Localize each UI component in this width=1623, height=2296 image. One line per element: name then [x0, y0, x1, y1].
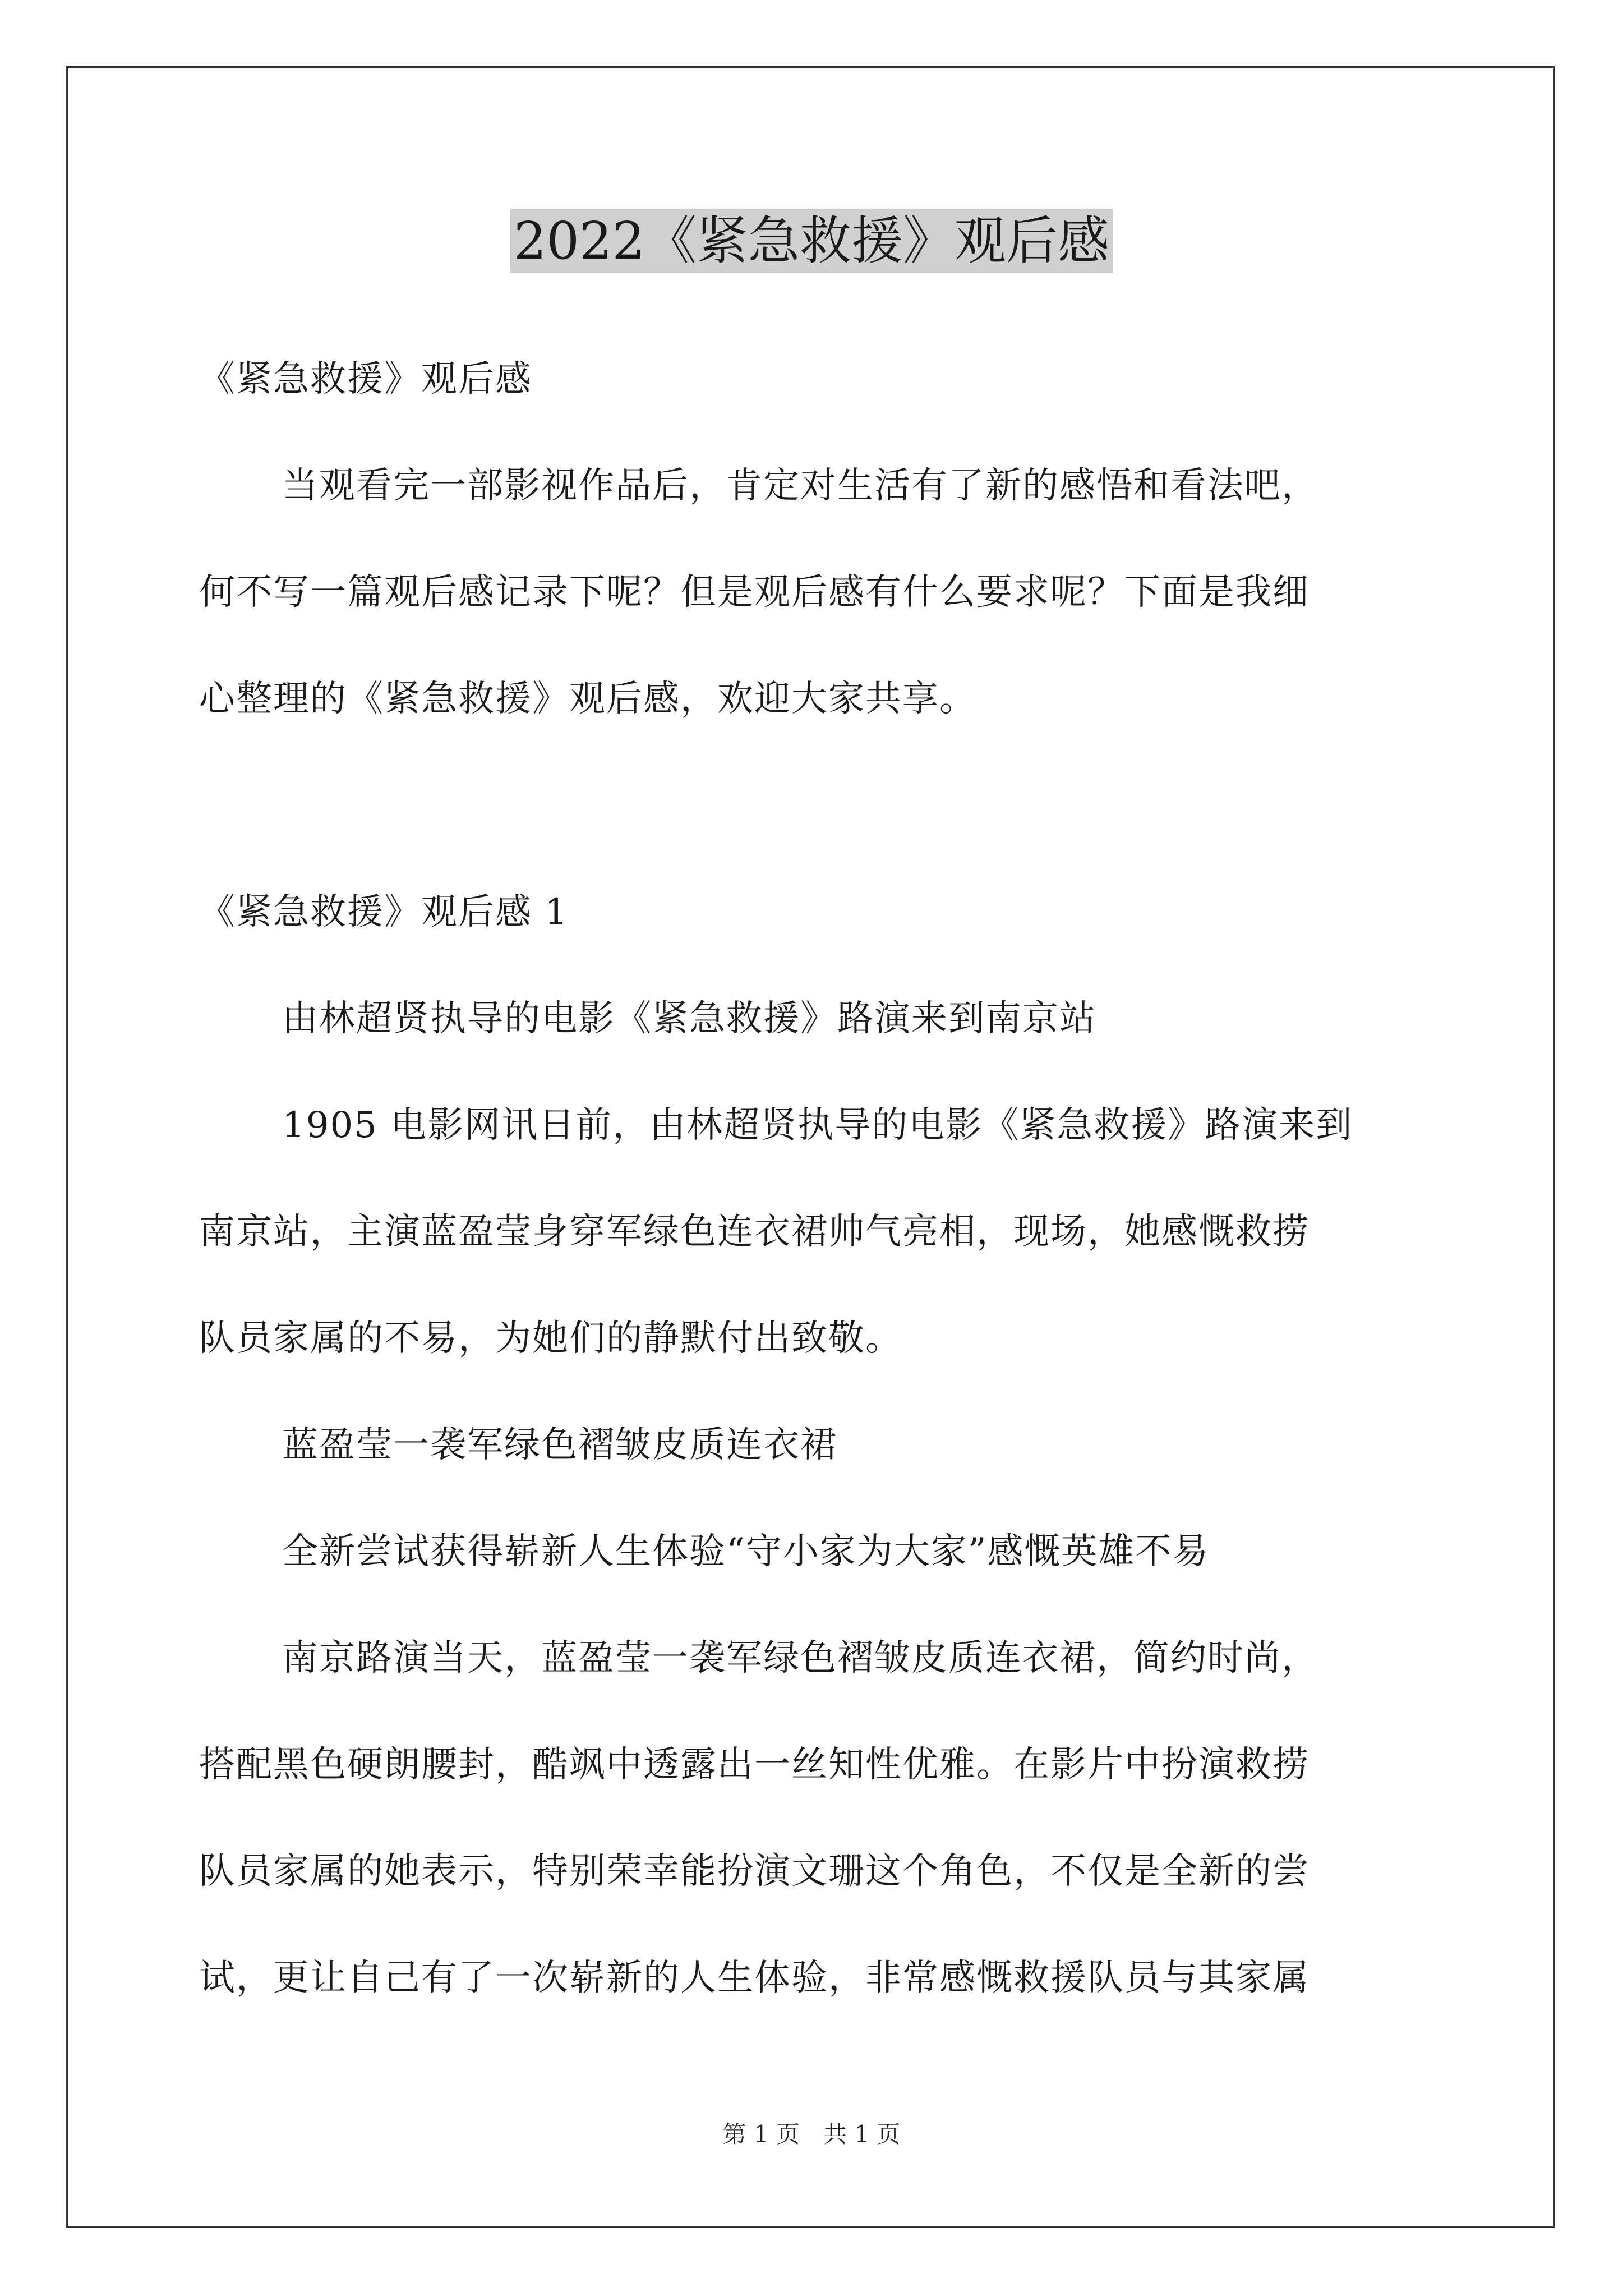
document-title [0, 202, 1623, 280]
paragraph-line: 蓝盈莹一袭军绿色褶皱皮质连衣裙 [282, 1424, 837, 1466]
intro-line-2: 何不写一篇观后感记录下呢？但是观后感有什么要求呢？下面是我细 [199, 572, 1310, 613]
paragraph-line: 1905 电影网讯日前，由林超贤执导的电影《紧急救援》路演来到 [282, 1105, 1353, 1146]
paragraph-line: 搭配黑色硬朗腰封，酷飒中透露出一丝知性优雅。在影片中扮演救捞 [199, 1744, 1310, 1786]
paragraph-line: 试，更让自己有了一次崭新的人生体验，非常感慨救援队员与其家属 [199, 1957, 1310, 1999]
paragraph-line: 南京站，主演蓝盈莹身穿军绿色连衣裙帅气亮相，现场，她感慨救捞 [199, 1211, 1310, 1253]
intro-line-3: 心整理的《紧急救援》观后感，欢迎大家共享。 [199, 678, 976, 720]
paragraph-line: 全新尝试获得崭新人生体验“守小家为大家”感慨英雄不易 [282, 1531, 1210, 1572]
paragraph-line: 南京路演当天，蓝盈莹一袭军绿色褶皱皮质连衣裙，简约时尚， [282, 1637, 1318, 1679]
page-footer: 第 1 页 共 1 页 [722, 2120, 901, 2148]
paragraph-line: 队员家属的她表示，特别荣幸能扮演文珊这个角色，不仅是全新的尝 [199, 1851, 1310, 1892]
document-subtitle: 《紧急救援》观后感 [199, 358, 532, 400]
intro-line-1: 当观看完一部影视作品后，肯定对生活有了新的感悟和看法吧， [282, 465, 1318, 507]
paragraph-line: 由林超贤执导的电影《紧急救援》路演来到南京站 [282, 998, 1096, 1039]
section-heading: 《紧急救援》观后感 1 [199, 891, 569, 933]
paragraph-line: 队员家属的不易，为她们的静默付出致敬。 [199, 1318, 902, 1359]
document-title-text: 2022《紧急救援》观后感 [510, 209, 1113, 273]
